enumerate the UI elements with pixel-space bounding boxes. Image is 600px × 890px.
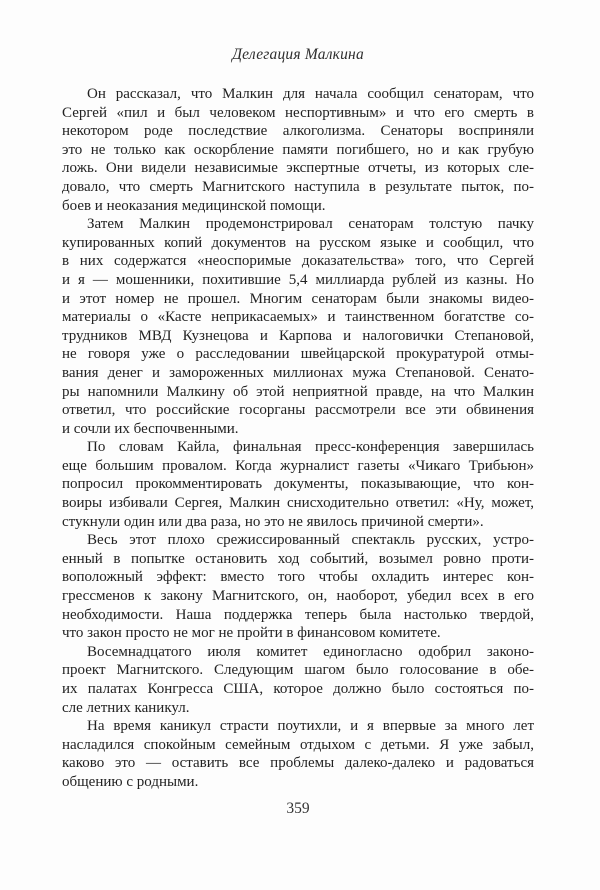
text-line: купированных копий документов на русском языке и сообщил, что	[62, 234, 534, 251]
body-text	[62, 85, 534, 792]
text-line: воположный эффект: вместо того чтобы охладить интерес кон-	[62, 569, 534, 586]
text-line: что закон просто не мог не пройти в финансовом комитете.	[62, 625, 441, 642]
paragraph	[62, 215, 534, 438]
text-line: не говоря уже о расследовании швейцарской прокуратурой отмы-	[62, 346, 534, 363]
text-line: попросил прокомментировать документы, показывающие, что кон-	[62, 476, 534, 493]
text-line: Он рассказал, что Малкин для начала сообщил сенаторам, что	[87, 86, 534, 102]
paragraph	[62, 85, 534, 215]
text-line: боев и неоказания медицинской помощи.	[62, 197, 326, 214]
text-line: и этот номер не прошел. Многим сенаторам были знакомы видео-	[62, 290, 534, 307]
text-line: общению с родными.	[62, 773, 199, 790]
text-line: Затем Малкин продемонстрировал сенаторам толстую пачку	[87, 216, 534, 233]
text-line: воиры избивали Сергея, Малкин снисходительно ответил: «Ну, может,	[62, 495, 534, 512]
text-line: трудников МВД Кузнецова и Карпова и налоговички Степановой,	[62, 327, 534, 344]
text-line: енный в попытке остановить ход событий, возымел ровно проти-	[62, 550, 534, 567]
text-line: довало, что смерть Магнитского наступила в результате пыток, по-	[62, 178, 534, 195]
text-line: ответил, что российские госорганы рассмотрели все эти обвинения	[62, 402, 534, 419]
text-line: необходимости. Наша поддержка теперь была настолько твердой,	[62, 606, 534, 623]
text-line: некотором роде последствие алкоголизма. Сенаторы восприняли	[62, 123, 534, 140]
paragraph	[62, 438, 534, 531]
paragraph	[62, 531, 534, 643]
text-line: материалы о «Касте неприкасаемых» и таинственном богатстве со-	[62, 309, 534, 326]
text-line: сле летних каникул.	[62, 699, 190, 716]
text-line: ложь. Они видели независимые экспертные отчеты, из которых сле-	[62, 160, 534, 177]
text-line: еще большим провалом. Когда журналист газеты «Чикаго Трибьюн»	[62, 457, 534, 474]
text-line: каково это — оставить все проблемы далеко-далеко и радоваться	[62, 755, 534, 772]
text-line: их палатах Конгресса США, которое должно было состояться по-	[62, 681, 534, 697]
text-line: На время каникул страсти поутихли, и я впервые за много лет	[87, 718, 534, 735]
text-line: вания денег и замороженных миллионах мужа Степановой. Сенато-	[62, 364, 534, 381]
text-line: ры напомнили Малкину об этой неприятной правде, на что Малкин	[62, 383, 534, 400]
text-line: Восемнадцатого июля комитет единогласно одобрил законо-	[87, 643, 534, 660]
text-line: грессменов к закону Магнитского, он, наоборот, убедил всех в его	[62, 588, 534, 605]
text-line: стукнули один или два раза, но это не явилось причиной смерти».	[62, 513, 484, 530]
text-line: проект Магнитского. Следующим шагом было голосование в обе-	[62, 662, 534, 679]
text-line: насладился спокойным семейным отдыхом с детьми. Я уже забыл,	[62, 736, 534, 753]
paragraph	[62, 717, 534, 791]
text-line: и сочли их беспочвенными.	[62, 420, 239, 437]
text-line: и я — мошенники, похитившие 5,4 миллиарда рублей из казны. Но	[62, 271, 534, 288]
running-header: Делегация Малкина	[232, 46, 364, 63]
text-line: Весь этот плохо срежиссированный спектакль русских, устро-	[87, 532, 534, 549]
text-line: в них содержатся «неоспоримые доказательства» того, что Сергей	[62, 253, 534, 270]
text-line: По словам Кайла, финальная пресс-конференция завершилась	[87, 439, 534, 456]
page-number: 359	[286, 800, 310, 817]
paragraph	[62, 643, 534, 717]
text-line: это не только как оскорбление памяти погибшего, но и как грубую	[62, 141, 534, 158]
text-line: Сергей «пил и был человеком неспортивным» и что его смерть в	[62, 104, 534, 121]
